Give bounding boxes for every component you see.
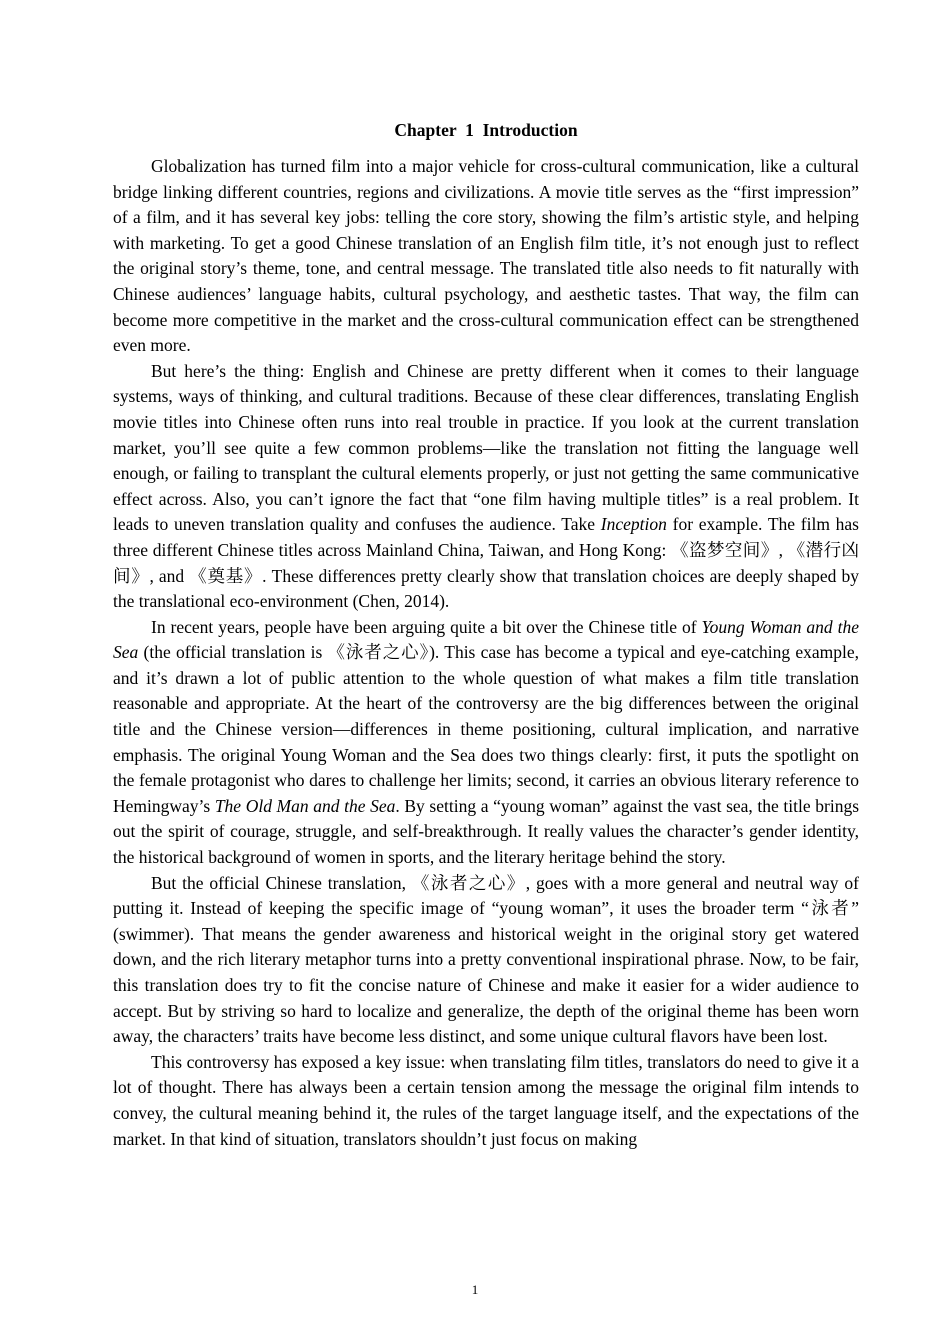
chapter-title: Chapter 1 Introduction bbox=[394, 120, 578, 140]
film-title-italic: Inception bbox=[600, 514, 667, 535]
paragraph-official-translation bbox=[113, 871, 859, 1050]
text-run: In recent years, people have been arguing quite a bit over the Chinese title of bbox=[151, 616, 702, 637]
book-title-italic: The Old Man and the Sea bbox=[214, 795, 396, 816]
text-run: Globalization has turned film into a major vehicle for cross-cultural communication, like a cultural bridge linking different countries, regions and civilizations. A movie title serves as the “first impression” of a film, and it has several key jobs: telling the core story, showing the film’s artistic style, and helping with marketing. To get a good Chinese translation of an English film title, it’s not enough just to reflect the original story’s theme, tone, and central message. The translated title also needs to fit naturally with Chinese audiences’ language habits, cultural psychology, and aesthetic tastes. That way, the film can become more competitive in the market and the cross-cultural communication effect can be strengthened even more. bbox=[113, 156, 859, 356]
text-run: But here’s the thing: English and Chinese are pretty different when it comes to their language systems, ways of thinking, and cultural traditions. Because of these clear differences, translating English movie titles into Chinese often runs into real trouble in practice. If you look at the current translation market, you’ll see quite a few common problems—like the translation not fitting the language well enough, or failing to transplant the cultural elements properly, or just not getting the same communicative effect across. Also, you can’t ignore the fact that “one film having multiple titles” is a real problem. It leads to uneven translation quality and confuses the audience. Take bbox=[113, 360, 859, 535]
text-run: (the official translation is 《泳者之心》). This case has become a typical and eye-catching example, and it’s drawn a lot of public attention to the whole question of what makes a film title translation reasonable and appropriate. At the heart of the controversy are the big differences between the original title and the Chinese version—differences in theme positioning, cultural implication, and narrative emphasis. The original Young Woman and the Sea does two things clearly: first, it puts the spotlight on the female protagonist who dares to challenge her limits; second, it carries an obvious literary reference to Hemingway’s bbox=[113, 642, 859, 816]
paragraph-young-woman-controversy bbox=[113, 615, 859, 871]
text-run: . By setting a “young woman” against the vast sea, the title brings out the spirit of courage, struggle, and self-breakthrough. It really values the character’s gender identity, the historical background of women in sports, and the literary heritage behind the story. bbox=[113, 795, 859, 868]
paragraph-language-differences bbox=[113, 359, 859, 615]
page-number: 1 bbox=[471, 1282, 479, 1297]
text-run: But the official Chinese translation, 《泳者之心》, goes with a more general and neutral way of putting it. Instead of keeping the specific image of “young woman”, it uses the broader term “泳者” (swimmer). That means the gender awareness and historical weight in the original story get watered down, and the rich literary metaphor turns into a pretty conventional inspirational phrase. Now, to be fair, this translation does try to fit the concise nature of Chinese and make it easier for a wider audience to accept. But by striving so hard to localize and generalize, the depth of the original theme has been worn away, the characters’ traits have become less distinct, and some unique cultural flavors have been lost. bbox=[113, 872, 859, 1047]
text-run: for example. The film has three different Chinese titles across Mainland China, Taiwan, and Hong Kong: 《盗梦空间》, 《潜行凶间》, and 《奠基》. These differences pretty clearly show that translation choices are deeply shaped by the translational eco-environment (Chen, 2014). bbox=[113, 514, 859, 612]
document-page bbox=[113, 116, 859, 1152]
paragraph-globalization bbox=[113, 154, 859, 359]
text-run: This controversy has exposed a key issue: when translating film titles, translators do need to give it a lot of thought. There has always been a certain tension among the message the original film intends to convey, the cultural meaning behind it, the rules of the target language itself, and the expectations of the market. In that kind of situation, translators shouldn’t just focus on making bbox=[113, 1051, 859, 1149]
paragraph-key-issue bbox=[113, 1050, 859, 1152]
film-title-italic: Young Woman and the Sea bbox=[113, 616, 859, 663]
